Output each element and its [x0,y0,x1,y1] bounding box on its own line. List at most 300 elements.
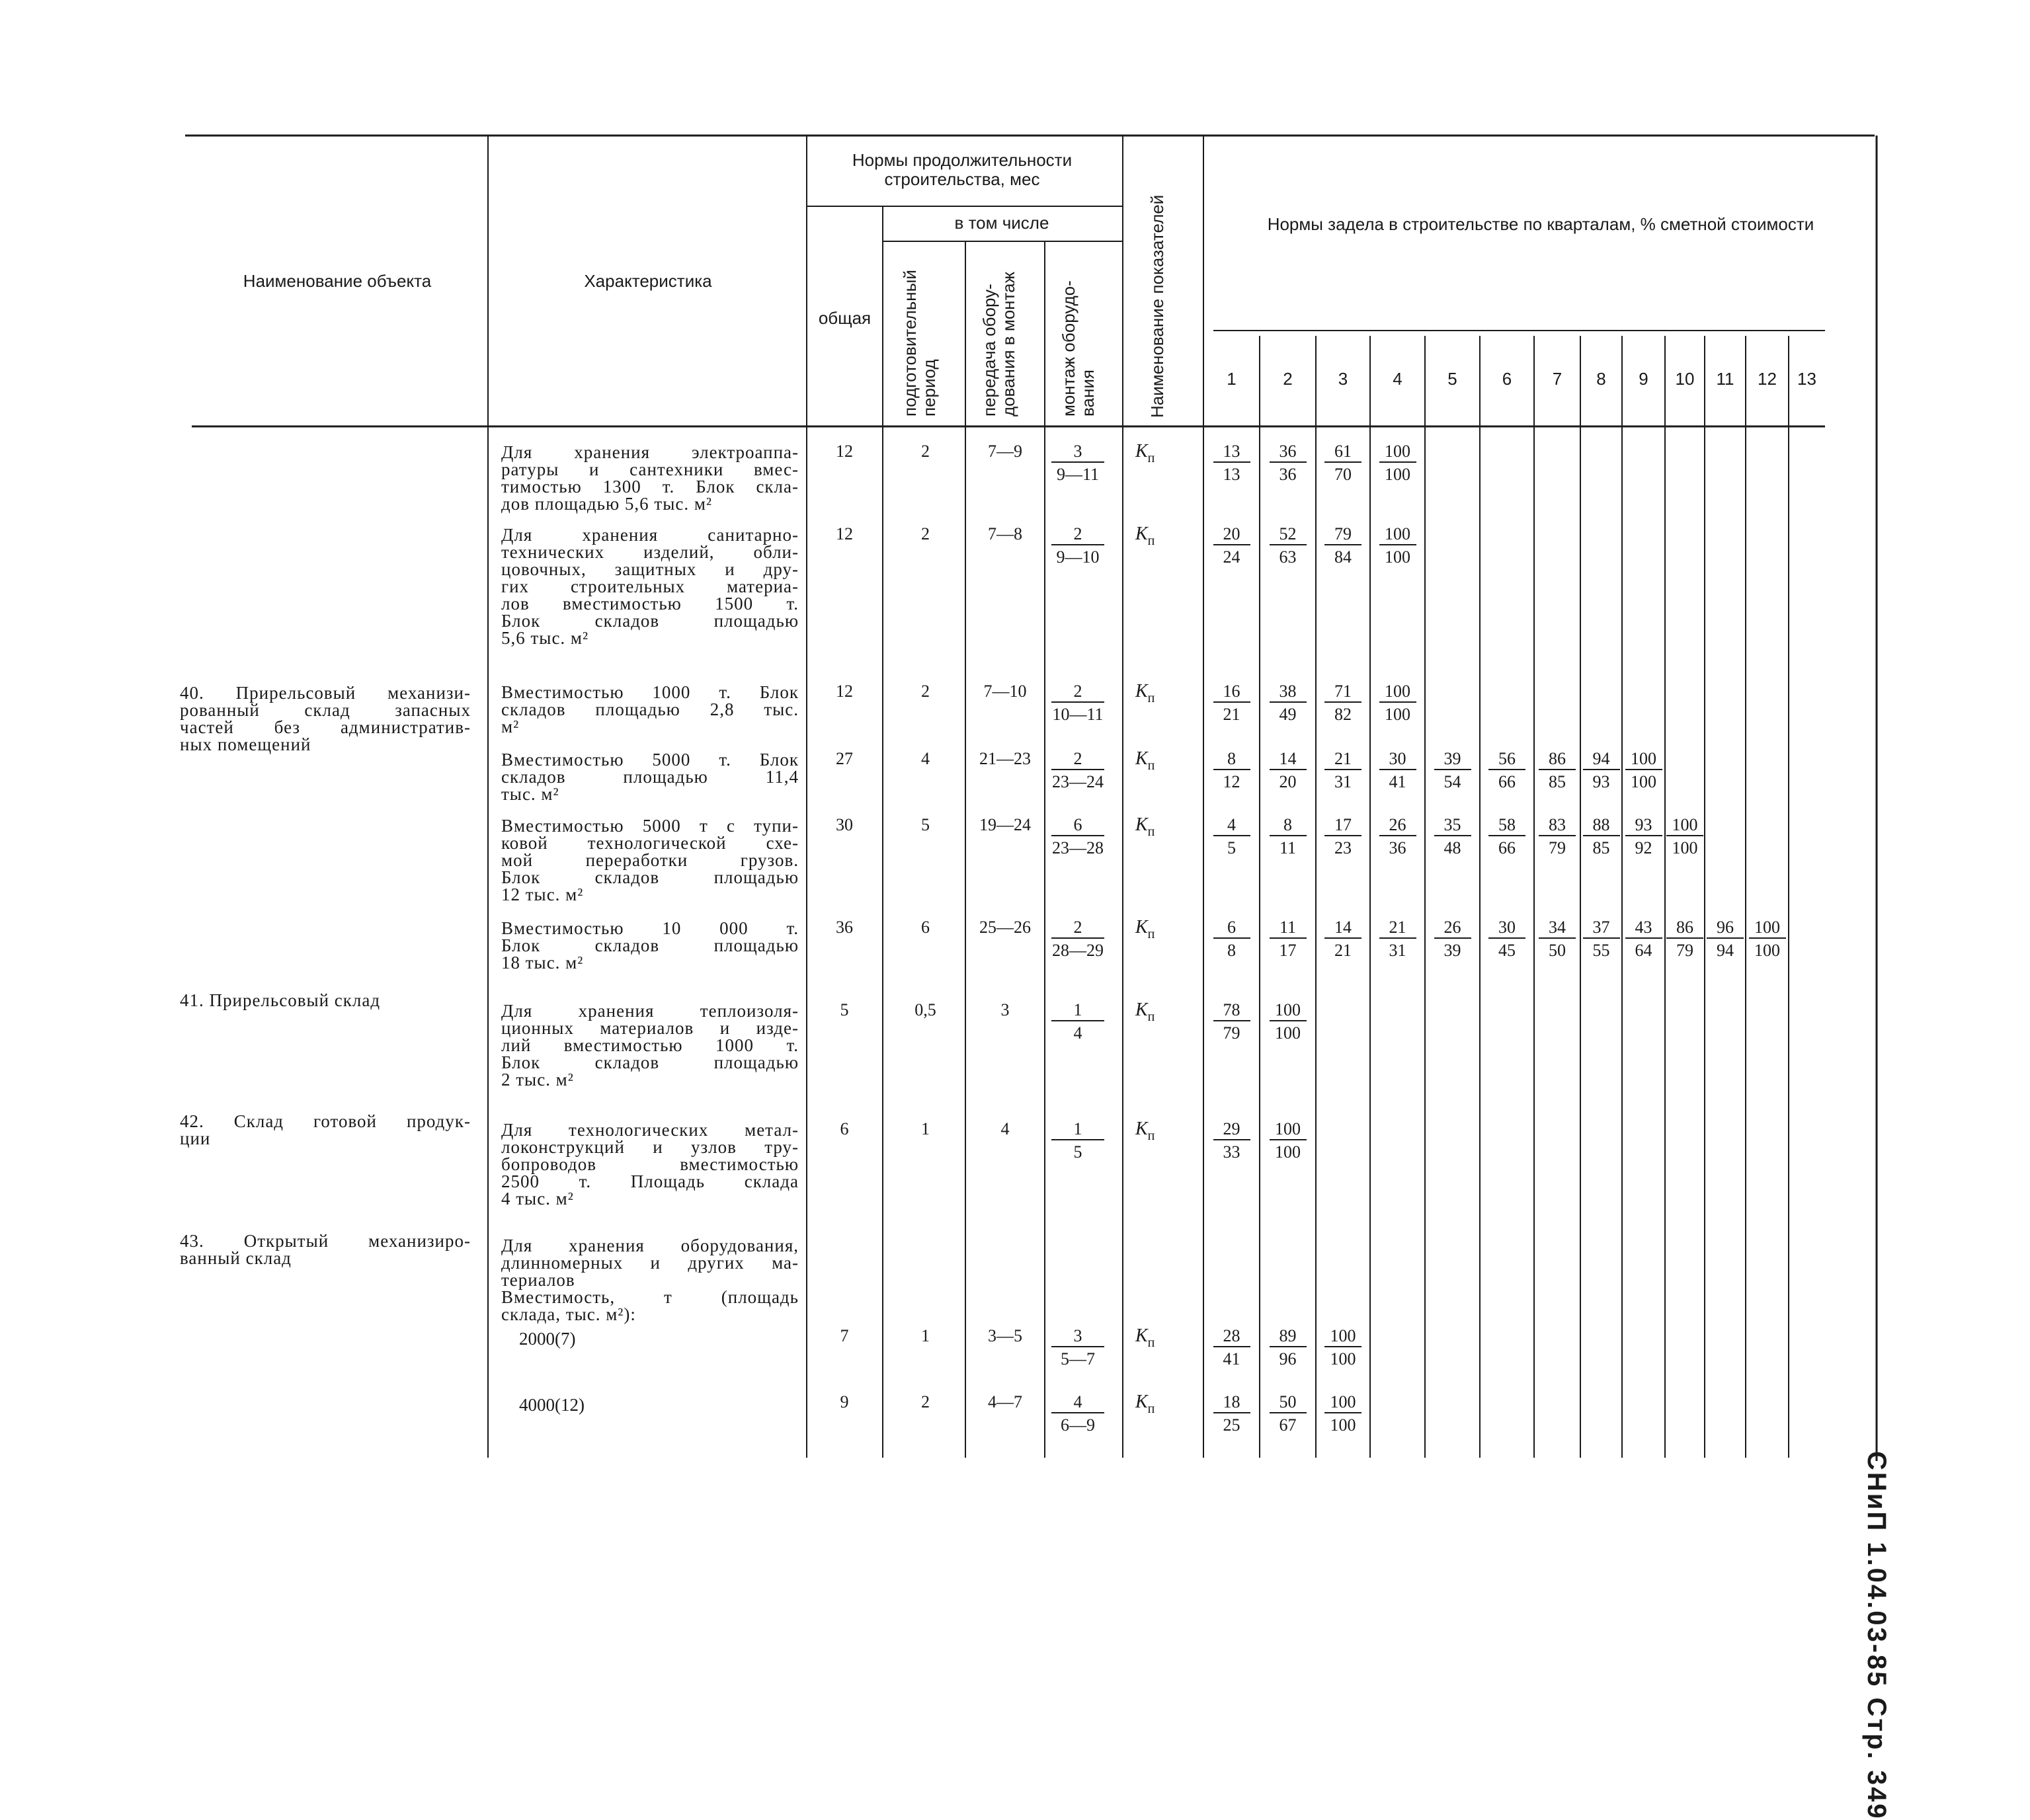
object-name [180,1113,471,1147]
quarter-3-value-numerator: 100 [1324,1326,1361,1347]
quarter-3-value-numerator: 61 [1324,442,1361,463]
quarter-4-value [1379,682,1416,723]
quarter-3-value [1324,815,1361,856]
quarter-7-value-numerator: 86 [1539,749,1576,770]
quarter-1-value-numerator: 4 [1213,815,1250,836]
quarter-11-value-numerator: 96 [1707,918,1744,939]
install-period-denominator: 23—24 [1052,772,1104,791]
capacity-label: 2000(7) [519,1329,576,1349]
transfer-period: 21—23 [979,749,1031,768]
quarter-8-value [1583,815,1620,856]
install-period-numerator: 3 [1051,442,1104,463]
quarter-2-value-numerator: 50 [1270,1392,1307,1413]
characteristic-line: ционных материалов и изде- [501,1018,799,1038]
quarter-1-value-denominator: 79 [1223,1023,1240,1043]
quarter-9-value [1625,815,1662,856]
indicator-kp-subscript: п [1147,691,1155,705]
quarter-2-value [1270,1392,1307,1433]
quarter-3-value [1324,749,1361,790]
characteristic-line: териалов [501,1270,575,1290]
characteristic-line: Для хранения теплоизоля- [501,1001,799,1021]
quarter-2-value-numerator: 38 [1270,682,1307,703]
quarter-4-value-numerator: 26 [1379,815,1416,836]
indicator-kp-subscript: п [1147,1402,1155,1416]
characteristic-line: тимостью 1300 т. Блок скла- [501,477,799,496]
quarter-9-value-numerator: 93 [1625,815,1662,836]
quarter-8-value-denominator: 85 [1592,838,1610,857]
quarter-4-value [1379,442,1416,483]
quarter-2-value [1270,1326,1307,1367]
characteristic-line: Вместимостью 10 000 т. [501,918,799,938]
quarter-1-value [1213,1392,1250,1433]
quarter-2-value-denominator: 100 [1275,1023,1301,1043]
quarter-8-value-numerator: 94 [1583,749,1620,770]
characteristic-text [501,920,799,971]
quarter-9-value-denominator: 64 [1635,941,1652,960]
quarter-6-value-numerator: 30 [1488,918,1525,939]
indicator-kp: $К_п$ [1135,917,1155,941]
install-period [1051,442,1104,483]
quarter-1-value-numerator: 16 [1213,682,1250,703]
quarter-header-10: 10 [1675,369,1695,389]
indicator-kp-subscript: п [1147,824,1155,839]
characteristic-line: м² [501,717,520,736]
quarter-2-value-denominator: 96 [1279,1349,1297,1368]
quarter-7-value [1539,815,1576,856]
quarter-12-value [1749,918,1786,959]
quarter-8-value-denominator: 93 [1592,772,1610,791]
quarter-1-value-denominator: 13 [1223,465,1240,484]
install-period-numerator: 1 [1051,1119,1104,1140]
quarter-1-value-denominator: 8 [1227,941,1236,960]
install-period-denominator: 4 [1073,1023,1082,1043]
quarter-2-value [1270,442,1307,483]
characteristic-line: 5,6 тыс. м² [501,628,589,648]
prep-period: 0,5 [914,1000,936,1019]
characteristic-line: Вместимостью 5000 т с тупи- [501,816,799,836]
transfer-period: 7—8 [988,524,1022,543]
install-period-numerator: 6 [1051,815,1104,836]
quarter-9-value-denominator: 92 [1635,838,1652,857]
quarter-3-value-denominator: 23 [1334,838,1352,857]
quarter-10-value-numerator: 86 [1666,918,1703,939]
prep-period: 2 [921,1392,930,1411]
characteristic-line: Для хранения санитарно- [501,525,799,545]
characteristic-line: тыс. м² [501,784,559,804]
quarter-3-value [1324,918,1361,959]
characteristic-line: цовочных, защитных и дру- [501,559,799,579]
quarter-8-value-numerator: 88 [1583,815,1620,836]
quarter-2-value-denominator: 17 [1279,941,1297,960]
quarter-9-value-numerator: 43 [1625,918,1662,939]
install-period-numerator: 2 [1051,682,1104,703]
quarter-header-5: 5 [1447,369,1457,389]
total-duration: 27 [836,749,853,768]
quarter-3-value-denominator: 84 [1334,547,1352,567]
quarter-10-value-numerator: 100 [1666,815,1703,836]
characteristic-text [501,751,799,803]
indicator-kp: $К_п$ [1135,1325,1155,1350]
characteristic-line: 2 тыс. м² [501,1070,574,1089]
quarter-2-value-denominator: 100 [1275,1142,1301,1162]
quarter-1-value-numerator: 20 [1213,524,1250,545]
capacity-label: 4000(12) [519,1395,585,1415]
quarter-2-value [1270,1119,1307,1160]
characteristic-line: Блок складов площадью [501,935,799,955]
quarter-header-7: 7 [1552,369,1563,389]
quarter-3-value-denominator: 100 [1330,1349,1356,1368]
characteristic-line: ковой технологической схе- [501,833,799,853]
quarter-2-value [1270,749,1307,790]
indicator-kp: $К_п$ [1135,814,1155,839]
quarter-4-value [1379,524,1416,565]
quarter-5-value-numerator: 39 [1434,749,1471,770]
quarter-10-value [1666,918,1703,959]
characteristic-line: бопроводов вместимостью [501,1154,799,1174]
quarter-12-value-denominator: 100 [1754,941,1780,960]
object-name-line: рованный склад запасных [180,700,471,720]
install-period-numerator: 2 [1051,749,1104,770]
install-period [1051,1119,1104,1160]
quarter-5-value [1434,815,1471,856]
transfer-period: 7—9 [988,442,1022,461]
quarter-8-value [1583,749,1620,790]
quarter-1-value-denominator: 12 [1223,772,1240,791]
characteristic-line: 2500 т. Площадь склада [501,1171,799,1191]
quarter-10-value-denominator: 79 [1676,941,1693,960]
quarter-4-value-numerator: 100 [1379,442,1416,463]
quarter-1-value-numerator: 6 [1213,918,1250,939]
total-duration: 9 [840,1392,849,1411]
install-period-numerator: 2 [1051,918,1104,939]
characteristic-line: Для хранения оборудования, [501,1236,799,1255]
characteristic-line: складов площадью 11,4 [501,767,799,787]
transfer-period: 4 [1000,1119,1010,1138]
install-period-denominator: 9—11 [1056,465,1100,484]
quarter-header-6: 6 [1502,369,1512,389]
col-prep-header: подготовительный период [900,270,939,416]
quarter-2-value [1270,1000,1307,1041]
quarter-7-value [1539,918,1576,959]
quarter-1-value-numerator: 13 [1213,442,1250,463]
quarter-5-value-numerator: 26 [1434,918,1471,939]
quarter-2-value-denominator: 67 [1279,1415,1297,1435]
col-object-header: Наименование объекта [243,271,432,291]
quarter-2-value-denominator: 11 [1279,838,1297,857]
characteristic-line: мой переработки грузов. [501,850,799,870]
quarter-1-value [1213,524,1250,565]
object-name [180,992,471,1009]
quarter-2-value-denominator: 36 [1279,465,1297,484]
prep-period: 2 [921,524,930,543]
quarter-header-2: 2 [1283,369,1293,389]
object-name-line: ции [180,1128,211,1148]
quarter-1-value [1213,749,1250,790]
install-period-denominator: 10—11 [1052,705,1104,724]
object-name-line: 42. Склад готовой продук- [180,1111,471,1131]
quarter-3-value-denominator: 21 [1334,941,1352,960]
col-characteristic-header: Характеристика [584,271,712,291]
characteristic-line: Для технологических метал- [501,1120,799,1140]
quarter-5-value-denominator: 54 [1443,772,1461,791]
total-duration: 5 [840,1000,849,1019]
duration-group-header: Нормы продолжительности строительства, мес [852,150,1073,189]
install-period-denominator: 28—29 [1052,941,1104,960]
quarter-4-value-denominator: 100 [1385,465,1410,484]
characteristic-text [501,526,799,647]
characteristic-text [501,1002,799,1088]
prep-period: 6 [921,918,930,937]
col-total-header: общая [818,308,872,328]
quarter-6-value-denominator: 66 [1498,838,1516,857]
quarter-header-8: 8 [1596,369,1606,389]
quarter-4-value-denominator: 31 [1389,941,1406,960]
quarter-1-value [1213,1119,1250,1160]
characteristic-line: лий вместимостью 1000 т. [501,1035,799,1055]
total-duration: 12 [836,682,853,701]
characteristic-line: лов вместимостью 1500 т. [501,594,799,613]
quarter-3-value [1324,524,1361,565]
quarter-3-value [1324,1392,1361,1433]
quarter-header-13: 13 [1797,369,1816,389]
characteristic-line: Вместимостью 5000 т. Блок [501,750,799,770]
total-duration: 30 [836,815,853,834]
install-period [1051,1326,1104,1367]
indicator-kp-subscript: п [1147,758,1155,773]
backlog-group-header: Нормы задела в строительстве по кварталам, % сметной стоимости [1267,214,1814,234]
quarter-4-value-denominator: 36 [1389,838,1406,857]
page-running-head: СНиП 1.04.03-85 Стр. 349 [1862,1451,1891,1820]
install-period [1051,1392,1104,1433]
indicator-kp-subscript: п [1147,1009,1155,1024]
characteristic-line: дов площадью 5,6 тыс. м² [501,494,713,514]
transfer-period: 7—10 [983,682,1027,701]
col-transfer-header: передача обору- дования в монтаж [979,272,1018,416]
quarter-3-value-denominator: 70 [1334,465,1352,484]
quarter-header-12: 12 [1758,369,1777,389]
quarter-2-value-denominator: 49 [1279,705,1297,724]
quarter-8-value [1583,918,1620,959]
object-name-line: частей без административ- [180,717,471,737]
transfer-period: 3—5 [988,1326,1022,1345]
quarter-9-value [1625,918,1662,959]
quarter-header-3: 3 [1338,369,1348,389]
quarter-3-value-numerator: 14 [1324,918,1361,939]
indicator-kp-subscript: п [1147,927,1155,941]
install-period-denominator: 5 [1073,1142,1082,1162]
quarter-header-4: 4 [1393,369,1402,389]
col-install-header: монтаж оборудо- вания [1059,280,1098,416]
object-name-line: 43. Открытый механизиро- [180,1231,471,1251]
quarter-1-value-denominator: 24 [1223,547,1240,567]
install-period-numerator: 1 [1051,1000,1104,1021]
quarter-9-value-denominator: 100 [1631,772,1656,791]
quarter-2-value-numerator: 100 [1270,1000,1307,1021]
indicator-kp: $К_п$ [1135,441,1155,465]
characteristic-line: склада, тыс. м²): [501,1304,636,1324]
characteristic-text [501,444,799,512]
quarter-4-value-numerator: 30 [1379,749,1416,770]
quarter-2-value [1270,524,1307,565]
indicator-kp-subscript: п [1147,1335,1155,1350]
quarter-1-value [1213,1000,1250,1041]
quarter-3-value-numerator: 100 [1324,1392,1361,1413]
quarter-3-value-numerator: 71 [1324,682,1361,703]
quarter-11-value-denominator: 94 [1717,941,1734,960]
incl-header: в том числе [954,213,1049,233]
quarter-header-9: 9 [1639,369,1648,389]
quarter-3-value [1324,1326,1361,1367]
quarter-3-value-numerator: 17 [1324,815,1361,836]
characteristic-line: гих строительных материа- [501,576,799,596]
quarter-1-value [1213,1326,1250,1367]
quarter-5-value [1434,749,1471,790]
quarter-4-value-numerator: 100 [1379,682,1416,703]
quarter-9-value-numerator: 100 [1625,749,1662,770]
quarter-6-value-numerator: 58 [1488,815,1525,836]
install-period [1051,524,1104,565]
characteristic-text [501,1237,799,1323]
quarter-2-value [1270,815,1307,856]
total-duration: 12 [836,524,853,543]
quarter-2-value-numerator: 11 [1270,918,1307,939]
quarter-6-value-denominator: 66 [1498,772,1516,791]
indicator-kp: $К_п$ [1135,524,1155,548]
characteristic-line: 12 тыс. м² [501,885,584,904]
characteristic-line: Блок складов площадью [501,611,799,631]
quarter-10-value [1666,815,1703,856]
install-period [1051,749,1104,790]
install-period-numerator: 4 [1051,1392,1104,1413]
indicator-kp-subscript: п [1147,1128,1155,1143]
indicator-kp: $К_п$ [1135,1392,1155,1416]
quarter-5-value-denominator: 48 [1443,838,1461,857]
quarter-8-value-denominator: 55 [1592,941,1610,960]
quarter-5-value [1434,918,1471,959]
characteristic-text [501,1121,799,1207]
install-period-numerator: 2 [1051,524,1104,545]
total-duration: 7 [840,1326,849,1345]
quarter-2-value [1270,682,1307,723]
quarter-3-value-denominator: 100 [1330,1415,1356,1435]
characteristic-line: длинномерных и других ма- [501,1253,799,1273]
quarter-3-value-numerator: 79 [1324,524,1361,545]
quarter-8-value-numerator: 37 [1583,918,1620,939]
quarter-2-value-denominator: 20 [1279,772,1297,791]
prep-period: 2 [921,682,930,701]
quarter-4-value [1379,749,1416,790]
prep-period: 1 [921,1326,930,1345]
quarter-7-value-numerator: 83 [1539,815,1576,836]
quarter-1-value-numerator: 28 [1213,1326,1250,1347]
col-indicator-header: Наименование показателей [1147,194,1167,418]
characteristic-line: Вместимость, т (площадь [501,1287,799,1307]
quarter-6-value [1488,749,1525,790]
install-period [1051,1000,1104,1041]
quarter-6-value [1488,815,1525,856]
quarter-4-value [1379,815,1416,856]
quarter-2-value-numerator: 8 [1270,815,1307,836]
indicator-kp-subscript: п [1147,451,1155,465]
install-period [1051,918,1104,959]
quarter-1-value [1213,918,1250,959]
quarter-7-value-denominator: 79 [1549,838,1566,857]
object-name-line: 41. Прирельсовый склад [180,990,381,1010]
quarter-3-value-denominator: 31 [1334,772,1352,791]
quarter-4-value-numerator: 100 [1379,524,1416,545]
characteristic-line: складов площадью 2,8 тыс. [501,699,799,719]
indicator-kp-subscript: п [1147,534,1155,548]
indicator-kp: $К_п$ [1135,1000,1155,1024]
quarter-1-value [1213,682,1250,723]
object-name [180,684,471,753]
prep-period: 5 [921,815,930,834]
characteristic-line: локонструкций и узлов тру- [501,1137,799,1157]
quarter-3-value-denominator: 82 [1334,705,1352,724]
quarter-1-value [1213,442,1250,483]
quarter-2-value-numerator: 100 [1270,1119,1307,1140]
characteristic-line: технических изделий, обли- [501,542,799,562]
install-period-denominator: 5—7 [1061,1349,1095,1368]
total-duration: 36 [836,918,853,937]
characteristic-line: Вместимостью 1000 т. Блок [501,682,799,702]
install-period-denominator: 23—28 [1052,838,1104,857]
characteristic-line: 18 тыс. м² [501,953,584,972]
quarter-10-value-denominator: 100 [1672,838,1698,857]
quarter-4-value-denominator: 100 [1385,705,1410,724]
transfer-period: 19—24 [979,815,1031,834]
quarter-1-value-denominator: 5 [1227,838,1236,857]
indicator-kp: $К_п$ [1135,681,1155,705]
quarter-1-value-numerator: 8 [1213,749,1250,770]
quarter-12-value-numerator: 100 [1749,918,1786,939]
prep-period: 1 [921,1119,930,1138]
quarter-1-value-numerator: 18 [1213,1392,1250,1413]
quarter-5-value-numerator: 35 [1434,815,1471,836]
transfer-period: 3 [1000,1000,1010,1019]
quarter-7-value-numerator: 34 [1539,918,1576,939]
quarter-1-value-numerator: 29 [1213,1119,1250,1140]
quarter-2-value-numerator: 14 [1270,749,1307,770]
quarter-2-value-denominator: 63 [1279,547,1297,567]
characteristic-text [501,684,799,735]
quarter-3-value [1324,442,1361,483]
transfer-period: 4—7 [988,1392,1022,1411]
quarter-4-value-denominator: 41 [1389,772,1406,791]
prep-period: 2 [921,442,930,461]
object-name-line: 40. Прирельсовый механизи- [180,683,471,703]
characteristic-line: Блок складов площадью [501,867,799,887]
quarter-1-value-denominator: 21 [1223,705,1240,724]
characteristic-line: 4 тыс. м² [501,1189,574,1208]
characteristic-line: Для хранения электроаппа- [501,442,799,462]
quarter-3-value-numerator: 21 [1324,749,1361,770]
indicator-kp: $К_п$ [1135,1119,1155,1143]
quarter-1-value-numerator: 78 [1213,1000,1250,1021]
install-period-denominator: 9—10 [1056,547,1100,567]
quarter-1-value-denominator: 25 [1223,1415,1240,1435]
quarter-4-value-denominator: 100 [1385,547,1410,567]
quarter-7-value [1539,749,1576,790]
object-name-line: ных помещений [180,734,311,754]
characteristic-line: ратуры и сантехники вмес- [501,459,799,479]
quarter-1-value-denominator: 33 [1223,1142,1240,1162]
quarter-5-value-denominator: 39 [1443,941,1461,960]
quarter-2-value-numerator: 89 [1270,1326,1307,1347]
quarter-2-value [1270,918,1307,959]
quarter-7-value-denominator: 50 [1549,941,1566,960]
object-name [180,1232,471,1267]
